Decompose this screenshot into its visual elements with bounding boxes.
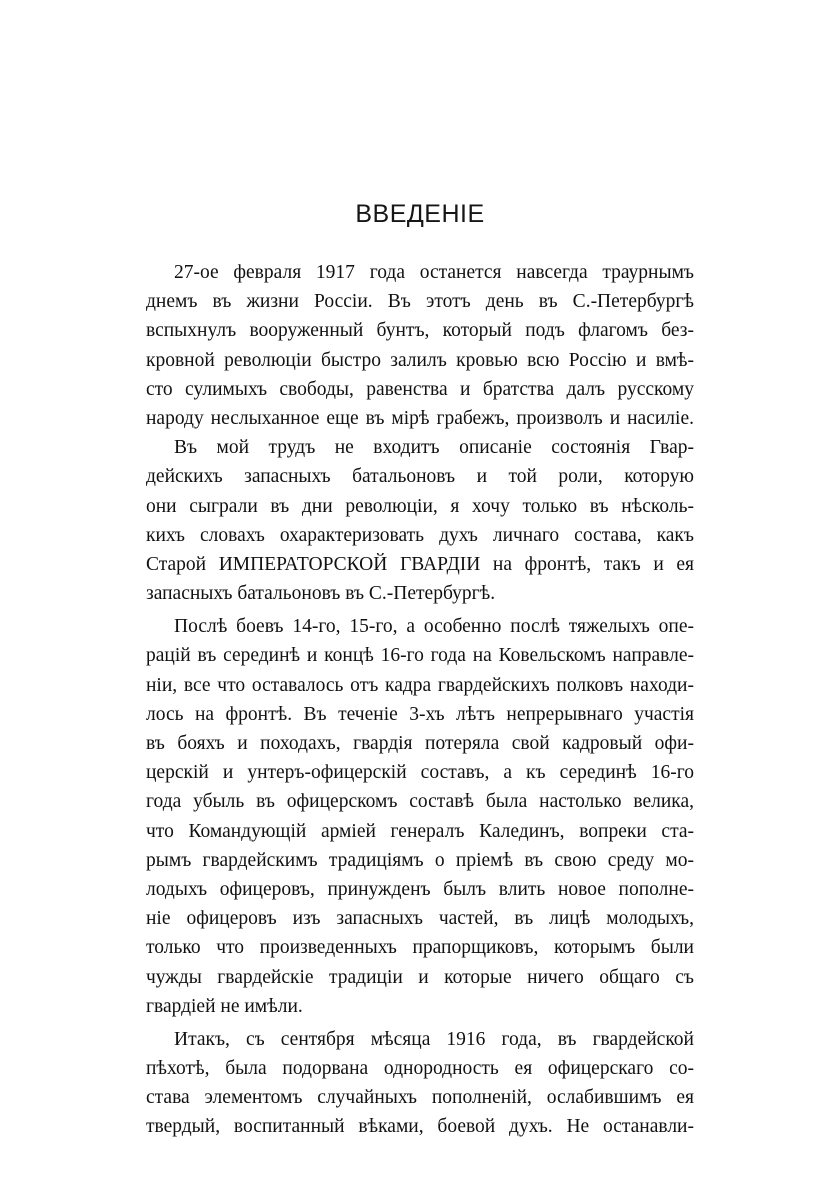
text-line: Въ мой трудъ не входитъ описаніе состоянія Гвар- — [174, 437, 694, 459]
text-line: сто сулимыхъ свободы, равенства и братства далъ русскому — [146, 378, 694, 400]
text-line: лось на фронтѣ. Въ теченіе 3-хъ лѣтъ непрерывнаго участія — [146, 703, 694, 725]
text-line: дейскихъ запасныхъ батальоновъ и той роли, которую — [146, 466, 694, 488]
body-text — [146, 258, 694, 1142]
text-line: рацій въ серединѣ и концѣ 16-го года на Ковельскомъ направле- — [146, 645, 694, 667]
text-line: только что произведенныхъ прапорщиковъ, которымъ были — [146, 937, 694, 959]
text-line: Итакъ, съ сентября мѣсяца 1916 года, въ гвардейской — [174, 1028, 694, 1050]
text-line: народу неслыханное еще въ мірѣ грабежъ, произволъ и насиліе. — [146, 407, 694, 429]
text-line: запасныхъ батальоновъ въ С.-Петербургѣ. — [146, 583, 496, 605]
text-line: ніи, все что оставалось отъ кадра гвардейскихъ полковъ находи- — [146, 674, 694, 696]
text-line: пѣхотѣ, была подорвана однородность ея офицерскаго со- — [146, 1058, 694, 1080]
text-line: Послѣ боевъ 14-го, 15-го, а особенно послѣ тяжелыхъ опе- — [174, 616, 694, 638]
text-line: кровной революціи быстро залилъ кровью всю Россію и вмѣ- — [146, 349, 694, 371]
text-line: чужды гвардейскіе традиціи и которые ничего общаго съ — [146, 966, 694, 988]
paragraph — [146, 1025, 694, 1142]
text-line: рымъ гвардейскимъ традиціямъ о пріемѣ въ свою среду мо- — [146, 849, 694, 871]
text-line: става элементомъ случайныхъ пополненій, ослабившимъ ея — [146, 1087, 694, 1109]
paragraph — [146, 258, 694, 433]
text-line: въ бояхъ и походахъ, гвардія потеряла свой кадровый офи- — [146, 733, 694, 754]
paragraph — [146, 612, 694, 1021]
text-line: церскій и унтеръ-офицерскій составъ, а къ серединѣ 16-го — [146, 762, 694, 784]
text-line: твердый, воспитанный вѣками, боевой духъ. Не останавли- — [146, 1116, 694, 1138]
text-line: года убыль въ офицерскомъ составѣ была настолько велика, — [146, 791, 694, 813]
text-line: лодыхъ офицеровъ, принужденъ былъ влить новое пополне- — [146, 878, 694, 900]
text-line: 27-ое февраля 1917 года останется навсегда траурнымъ — [174, 262, 694, 283]
text-line: Старой ИМПЕРАТОРСКОЙ ГВАРДІИ на фронтѣ, такъ и ея — [146, 553, 694, 575]
text-line: днемъ въ жизни Россіи. Въ этотъ день въ С.-Петербургѣ — [146, 291, 694, 313]
text-line: они сыграли въ дни революціи, я хочу только въ нѣсколь- — [146, 495, 694, 517]
text-line: кихъ словахъ охарактеризовать духъ личнаго состава, какъ — [146, 524, 694, 546]
text-line: вспыхнулъ вооруженный бунтъ, который подъ флагомъ без- — [146, 320, 694, 342]
text-line: что Командующій арміей генералъ Калединъ, вопреки ста- — [146, 820, 694, 842]
chapter-title: ВВЕДЕНІЕ — [355, 200, 485, 228]
paragraph — [146, 433, 694, 608]
text-line: гвардіей не имѣли. — [146, 995, 303, 1017]
text-line: ніе офицеровъ изъ запасныхъ частей, въ лицѣ молодыхъ, — [146, 908, 694, 930]
